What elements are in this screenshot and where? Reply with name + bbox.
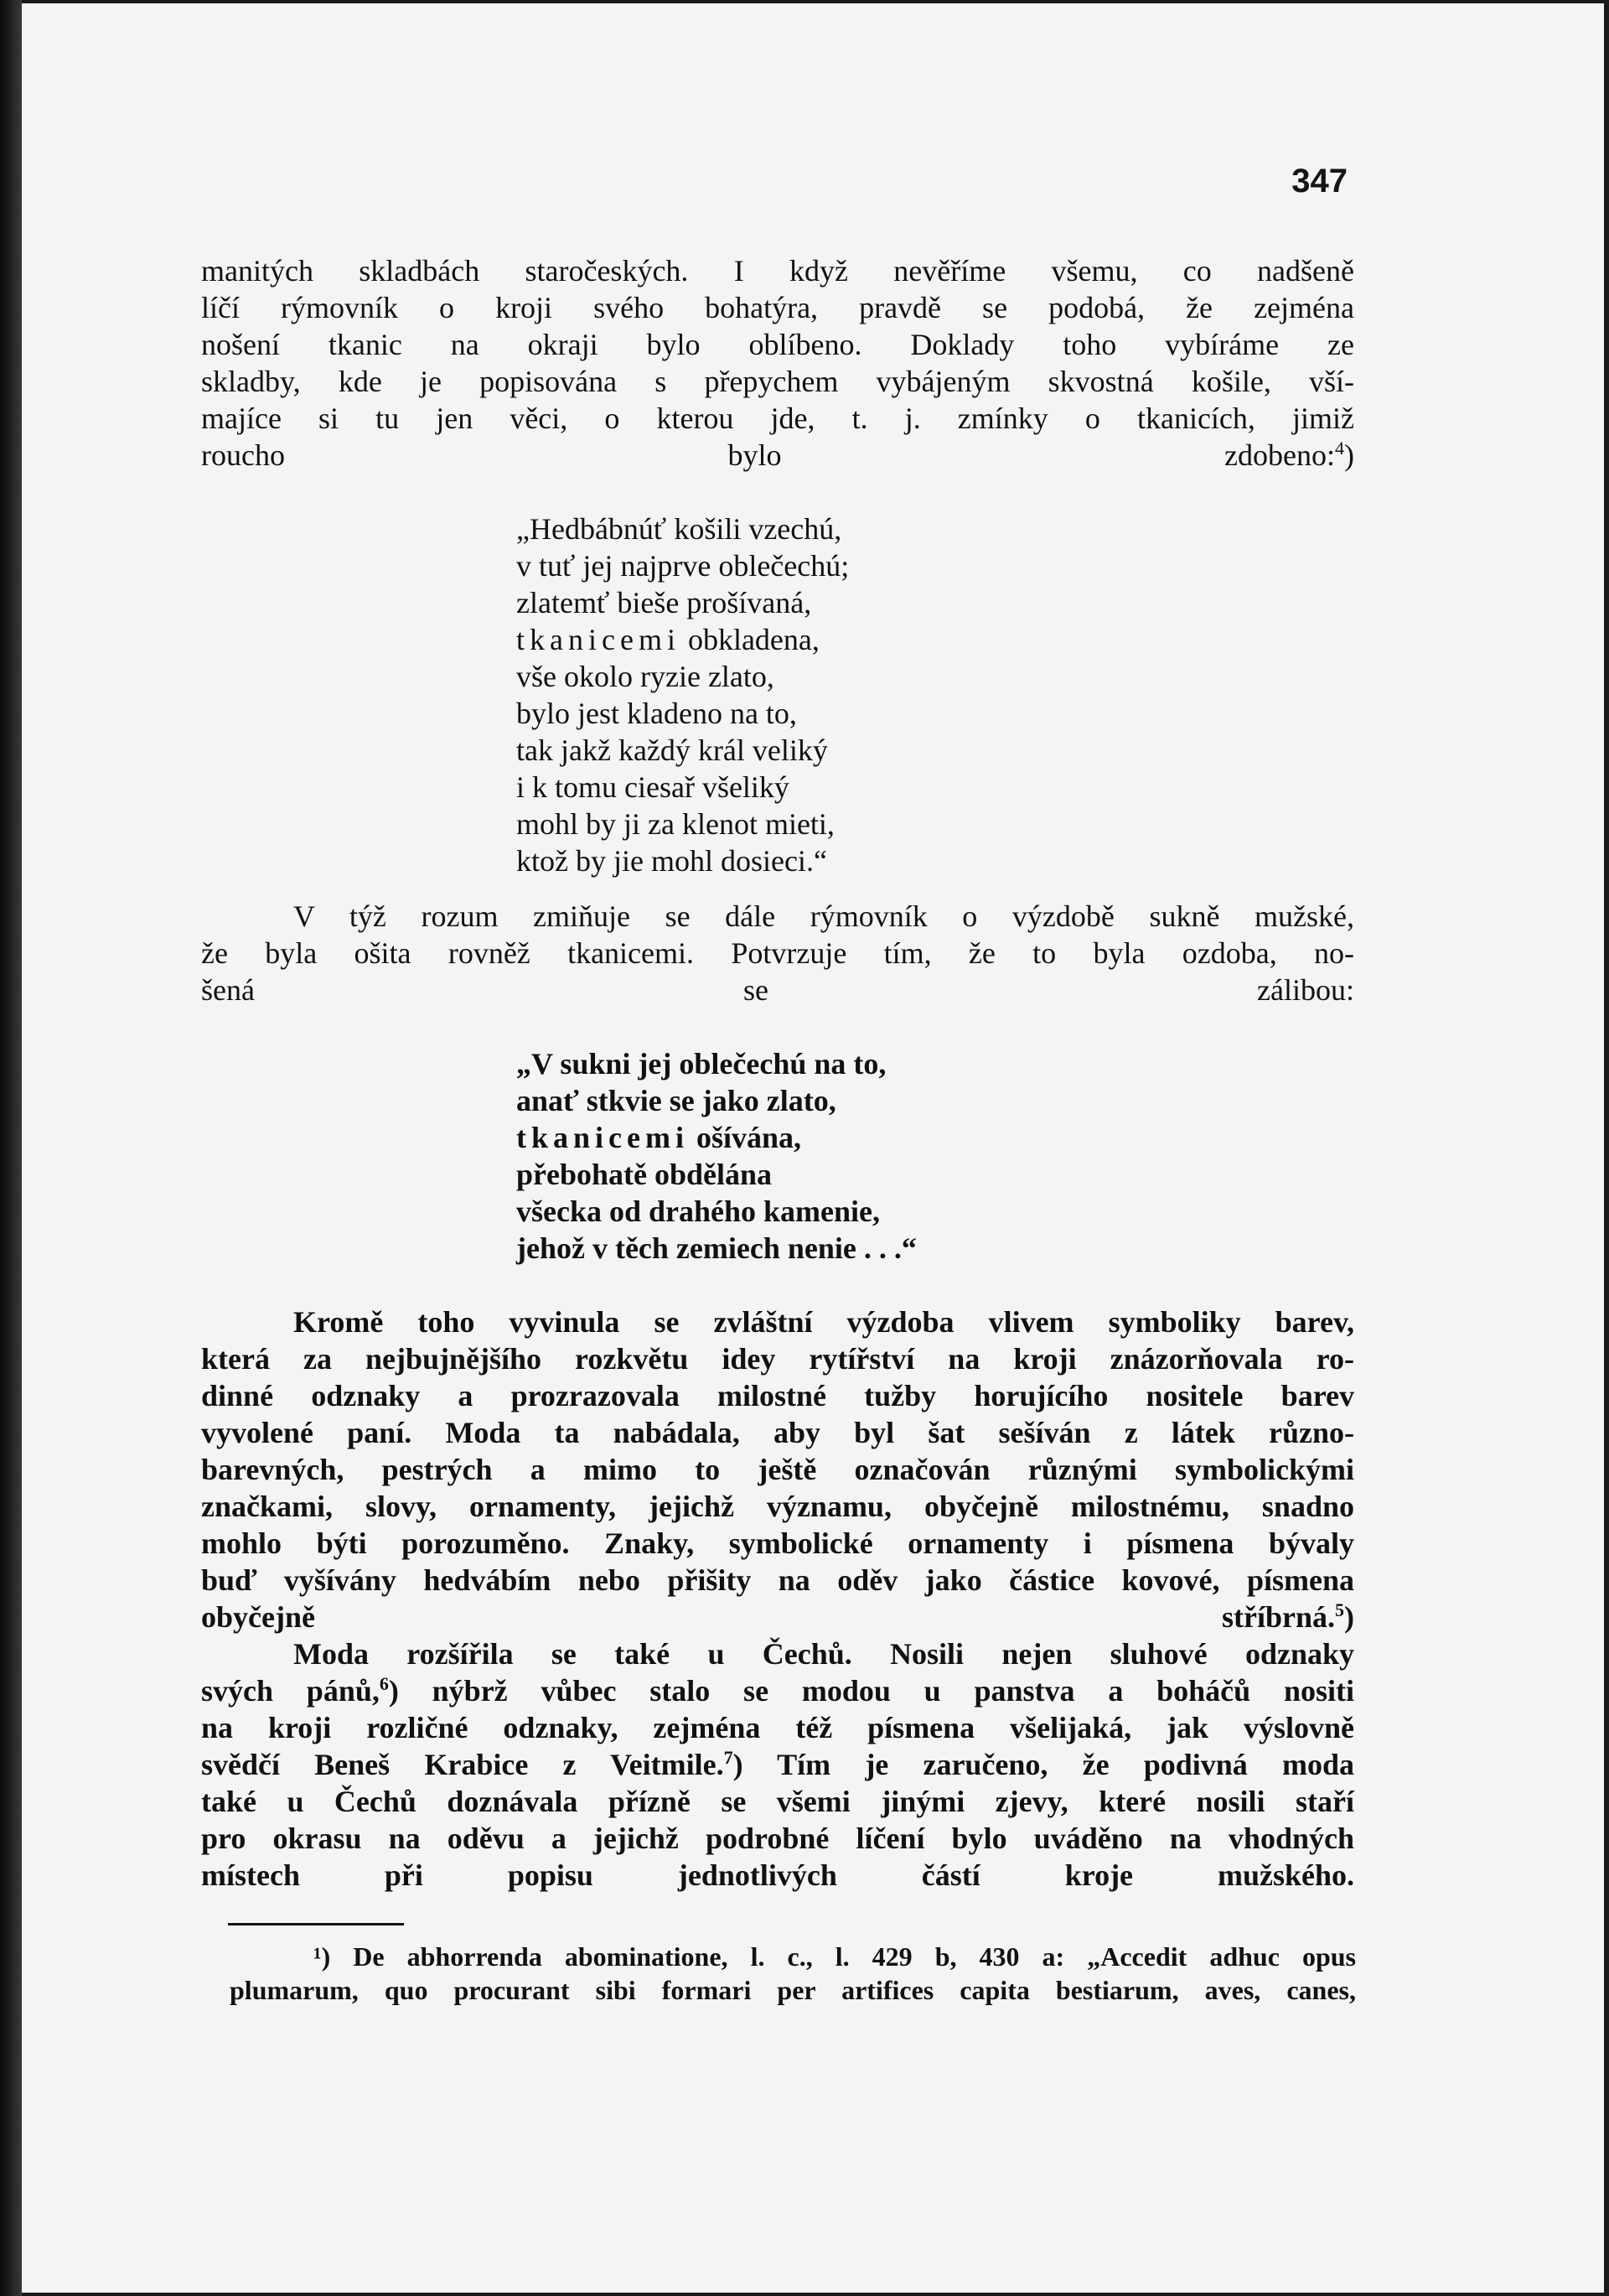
- text-fragment: De abhorrenda abominatione, l. c., l. 429 b, 430 a: „Accedit adhuc opus: [353, 1941, 1357, 1972]
- text-line: [201, 1746, 1354, 1783]
- verse-line: přebohatě obdělána: [516, 1158, 773, 1191]
- paragraph-3: [201, 1303, 1354, 1635]
- text-line: na kroji rozličné odznaky, zejména též písmena všelijaká, jak výslovně: [201, 1711, 1354, 1744]
- footnote-line: [230, 1940, 1356, 1973]
- text-line: místech při popisu jednotlivých částí kroje mužského.: [201, 1858, 1354, 1892]
- text-fragment: ): [1344, 438, 1354, 472]
- verse-line: vše okolo ryzie zlato,: [516, 660, 774, 693]
- text-line: Moda rozšířila se také u Čechů. Nosili nejen sluhové odznaky: [293, 1637, 1354, 1671]
- text-fragment: obkladena,: [687, 623, 820, 656]
- verse-quote-1: [516, 511, 1354, 879]
- book-spine-shadow: [0, 0, 22, 2296]
- paragraph-4: [201, 1635, 1354, 1894]
- text-line: která za nejbujnějšího rozkvětu idey rytířství na kroji znázorňovala ro-: [201, 1342, 1354, 1376]
- footnote-reference: 6: [379, 1673, 389, 1694]
- text-fragment: ošívána,: [696, 1121, 802, 1154]
- paragraph-1: [201, 252, 1354, 474]
- text-line: [201, 1599, 1354, 1635]
- footnote-separator: [228, 1923, 404, 1925]
- text-fragment: svědčí Beneš Krabice z Veitmile.: [201, 1748, 724, 1781]
- text-fragment: ) Tím je zaručeno, že podivná moda: [732, 1748, 1354, 1781]
- text-line: [201, 437, 1354, 474]
- text-line: líčí rýmovník o kroji svého bohatýra, pravdě se podobá, že zejména: [201, 291, 1354, 324]
- text-fragment: roucho bylo zdobeno:: [201, 438, 1335, 472]
- text-line: že byla ošita rovněž tkanicemi. Potvrzuje tím, že to byla ozdoba, no-: [201, 936, 1354, 970]
- verse-line: zlatemť bieše prošívaná,: [516, 586, 812, 619]
- page-number: 347: [1291, 163, 1348, 200]
- verse-line: [516, 1119, 1354, 1156]
- verse-line: anať stkvie se jako zlato,: [516, 1084, 836, 1117]
- text-line: skladby, kde je popisována s přepychem vybájeným skvostná košile, vší-: [201, 365, 1354, 398]
- text-line: šená se zálibou:: [201, 973, 1354, 1007]
- text-line: dinné odznaky a prozrazovala milostné tužby horujícího nositele barev: [201, 1379, 1354, 1412]
- text-line: Kromě toho vyvinula se zvláštní výzdoba vlivem symboliky barev,: [293, 1305, 1354, 1339]
- paragraph-2: [201, 898, 1354, 1008]
- spaced-emphasis: tkanicemi: [516, 623, 680, 656]
- text-fragment: ): [1344, 1600, 1354, 1634]
- verse-line: „V sukni jej oblečechú na to,: [516, 1047, 887, 1081]
- footnote-reference: 7: [723, 1747, 733, 1768]
- verse-line: všecka od drahého kamenie,: [516, 1195, 881, 1228]
- footnote-marker: ¹): [313, 1941, 331, 1972]
- text-fragment: obyčejně stříbrná.: [201, 1600, 1335, 1634]
- verse-line: „Hedbábnúť košili vzechú,: [516, 512, 842, 546]
- text-line: nošení tkanic na okraji bylo oblíbeno. Doklady toho vybíráme ze: [201, 328, 1354, 361]
- text-line: vyvolené paní. Moda ta nabádala, aby byl šat sešíván z látek různo-: [201, 1416, 1354, 1449]
- verse-line: mohl by ji za klenot mieti,: [516, 807, 835, 841]
- verse-line: v tuť jej najprve oblečechú;: [516, 549, 850, 583]
- main-text: [201, 252, 1354, 1894]
- text-line: mohlo býti porozuměno. Znaky, symbolické ornamenty i písmena bývaly: [201, 1526, 1354, 1560]
- book-page: [22, 3, 1604, 2293]
- verse-line: ktož by jie mohl dosieci.“: [516, 844, 827, 878]
- verse-line: tak jakž každý král veliký: [516, 733, 828, 767]
- text-line: manitých skladbách staročeských. I když nevěříme všemu, co nadšeně: [201, 254, 1354, 288]
- verse-line: [516, 621, 1354, 658]
- footnotes: [230, 1940, 1356, 2007]
- text-line: barevných, pestrých a mimo to ještě označován různými symbolickými: [201, 1453, 1354, 1486]
- text-line: také u Čechů doznávala přízně se všemi jinými zjevy, které nosili staří: [201, 1785, 1354, 1818]
- text-line: [201, 1672, 1354, 1709]
- text-line: značkami, slovy, ornamenty, jejichž významu, obyčejně milostnému, snadno: [201, 1490, 1354, 1523]
- text-line: V týž rozum zmiňuje se dále rýmovník o výzdobě sukně mužské,: [293, 899, 1354, 933]
- text-fragment: svých pánů,: [201, 1674, 380, 1708]
- footnote-line: plumarum, quo procurant sibi formari per artifices capita bestiarum, aves, canes,: [230, 1975, 1356, 2005]
- footnote-reference: 4: [1335, 438, 1344, 459]
- verse-line: jehož v těch zemiech nenie . . .“: [516, 1231, 917, 1265]
- text-line: pro okrasu na oděvu a jejichž podrobné líčení bylo uváděno na vhodných: [201, 1822, 1354, 1855]
- verse-quote-2: [516, 1045, 1354, 1267]
- verse-line: bylo jest kladeno na to,: [516, 697, 797, 730]
- verse-line: i k tomu ciesař všeliký: [516, 770, 789, 804]
- text-line: buď vyšívány hedvábím nebo přišity na oděv jako částice kovové, písmena: [201, 1563, 1354, 1597]
- text-line: majíce si tu jen věci, o kterou jde, t. j. zmínky o tkanicích, jimiž: [201, 402, 1354, 435]
- spaced-emphasis: tkanicemi: [516, 1121, 689, 1154]
- footnote-reference: 5: [1335, 1599, 1344, 1620]
- text-fragment: ) nýbrž vůbec stalo se modou u panstva a boháčů nositi: [388, 1674, 1354, 1708]
